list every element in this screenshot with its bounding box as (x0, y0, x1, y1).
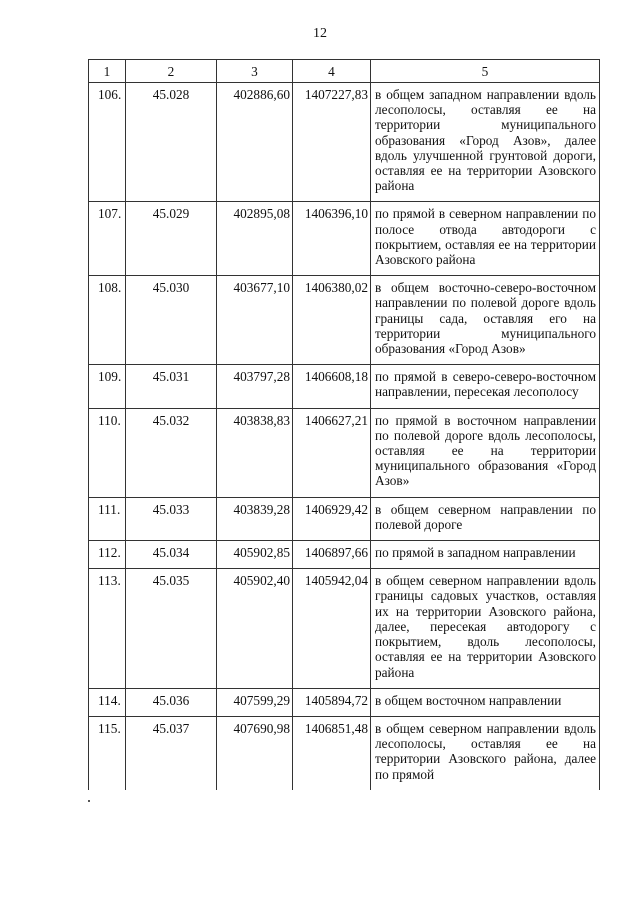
table-row (89, 688, 600, 716)
row-number: 112. (89, 541, 126, 569)
boundary-description: в общем северном направлении вдоль границы садовых участков, оставляя их на территории Азовского района, далее, пересекая автодорогу с покрытием, вдоль лесополосы, оставляя ее на территории Азовского района (371, 569, 600, 688)
table-row (89, 408, 600, 497)
table-row (89, 541, 600, 569)
coordinate-x: 402895,08 (217, 202, 293, 276)
point-id: 45.031 (126, 365, 217, 408)
coordinate-y: 1405942,04 (293, 569, 371, 688)
row-number: 111. (89, 497, 126, 540)
column-header-5: 5 (371, 60, 600, 83)
coordinate-y: 1405894,72 (293, 688, 371, 716)
column-header-3: 3 (217, 60, 293, 83)
point-id: 45.034 (126, 541, 217, 569)
coordinate-x: 403677,10 (217, 276, 293, 365)
row-number: 106. (89, 83, 126, 202)
point-id: 45.032 (126, 408, 217, 497)
table-row (89, 569, 600, 688)
coordinate-y: 1407227,83 (293, 83, 371, 202)
table-row (89, 716, 600, 789)
table-row (89, 276, 600, 365)
boundary-description: по прямой в восточном направлении по полевой дороге вдоль лесополосы, оставляя ее на территории муниципального образования «Город Азов» (371, 408, 600, 497)
coordinate-y: 1406897,66 (293, 541, 371, 569)
coordinate-y: 1406608,18 (293, 365, 371, 408)
row-number: 114. (89, 688, 126, 716)
table-header-row (89, 60, 600, 83)
table-row (89, 202, 600, 276)
coordinate-x: 405902,85 (217, 541, 293, 569)
coordinate-x: 407599,29 (217, 688, 293, 716)
table-row (89, 83, 600, 202)
row-number: 113. (89, 569, 126, 688)
coordinate-x: 403839,28 (217, 497, 293, 540)
point-id: 45.029 (126, 202, 217, 276)
point-id: 45.035 (126, 569, 217, 688)
boundary-description: в общем западном направлении вдоль лесополосы, оставляя ее на территории муниципального образования «Город Азов», далее вдоль улучшенной грунтовой дороги, оставляя ее на территории Азовского района (371, 83, 600, 202)
table-row (89, 497, 600, 540)
coordinate-y: 1406380,02 (293, 276, 371, 365)
boundary-description: по прямой в западном направлении (371, 541, 600, 569)
coordinate-y: 1406627,21 (293, 408, 371, 497)
boundary-points-table (88, 59, 600, 790)
table-row (89, 365, 600, 408)
coordinate-y: 1406851,48 (293, 716, 371, 789)
row-number: 115. (89, 716, 126, 789)
coordinate-x: 405902,40 (217, 569, 293, 688)
row-number: 110. (89, 408, 126, 497)
boundary-description: в общем северном направлении вдоль лесополосы, оставляя ее на территории Азовского района, далее по прямой (371, 716, 600, 789)
boundary-description: в общем восточном направлении (371, 688, 600, 716)
coordinate-x: 403797,28 (217, 365, 293, 408)
row-number: 109. (89, 365, 126, 408)
coordinate-x: 402886,60 (217, 83, 293, 202)
boundary-description: по прямой в северном направлении по полосе отвода автодороги с покрытием, оставляя ее на территории Азовского района (371, 202, 600, 276)
row-number: 108. (89, 276, 126, 365)
boundary-description: в общем восточно-северо-восточном направлении по полевой дороге вдоль границы сада, оставляя его на территории муниципального образования «Город Азов» (371, 276, 600, 365)
point-id: 45.033 (126, 497, 217, 540)
row-number: 107. (89, 202, 126, 276)
column-header-2: 2 (126, 60, 217, 83)
point-id: 45.028 (126, 83, 217, 202)
coordinate-x: 407690,98 (217, 716, 293, 789)
boundary-description: в общем северном направлении по полевой дороге (371, 497, 600, 540)
coordinate-x: 403838,83 (217, 408, 293, 497)
point-id: 45.030 (126, 276, 217, 365)
point-id: 45.036 (126, 688, 217, 716)
scan-speck (88, 800, 90, 802)
column-header-4: 4 (293, 60, 371, 83)
coordinate-y: 1406929,42 (293, 497, 371, 540)
point-id: 45.037 (126, 716, 217, 789)
page-number: 12 (313, 26, 327, 41)
coordinate-y: 1406396,10 (293, 202, 371, 276)
boundary-description: по прямой в северо-северо-восточном направлении, пересекая лесополосу (371, 365, 600, 408)
column-header-1: 1 (89, 60, 126, 83)
